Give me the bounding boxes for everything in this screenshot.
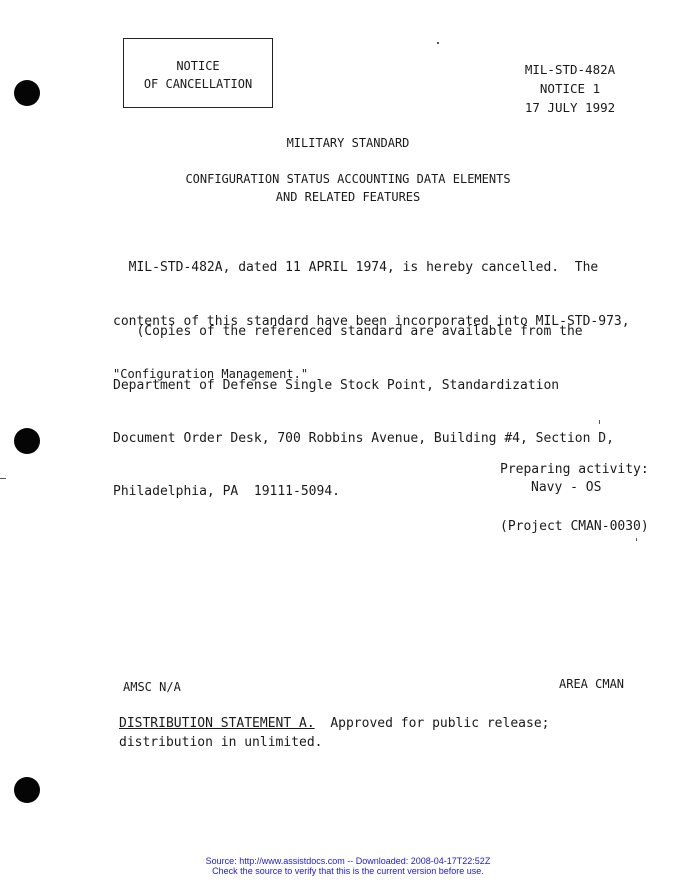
notice-box-line1: NOTICE <box>176 59 220 73</box>
distribution-line2: distribution in unlimited. <box>119 735 323 750</box>
footer-source-line: Source: http://www.assistdocs.com -- Downloaded: 2008-04-17T22:52Z <box>205 856 491 866</box>
amsc-code: AMSC N/A <box>123 680 181 694</box>
binder-hole-bottom <box>14 777 40 803</box>
notice-date: 17 JULY 1992 <box>524 100 616 115</box>
notice-box-line2: OF CANCELLATION <box>143 77 253 91</box>
binder-hole-middle <box>14 428 40 454</box>
title-line2: AND RELATED FEATURES <box>275 190 421 204</box>
paragraph-line: Document Order Desk, 700 Robbins Avenue, Building #4, Section D, <box>113 430 614 446</box>
source-footer <box>0 856 696 876</box>
paragraph-line: (Copies of the referenced standard are available from the <box>113 324 583 340</box>
preparing-activity-name: Navy - OS <box>531 480 602 495</box>
notice-number: NOTICE 1 <box>539 81 601 96</box>
preparing-activity-label: Preparing activity: <box>500 462 649 477</box>
paragraph-line: Philadelphia, PA 19111-5094. <box>113 483 340 499</box>
document-id: MIL-STD-482A <box>524 62 616 77</box>
document-header <box>495 60 645 117</box>
area-code: AREA CMAN <box>559 677 625 691</box>
paragraph-line: contents of this standard have been incorporated into MIL-STD-973, <box>113 313 630 329</box>
paragraph-line: Department of Defense Single Stock Point, Standardization <box>113 377 560 393</box>
distribution-statement <box>119 716 549 731</box>
scan-speck <box>437 42 439 44</box>
binder-hole-top <box>14 80 40 106</box>
project-number: (Project CMAN-0030) <box>500 519 649 534</box>
paragraph-line: "Configuration Management." <box>113 366 309 381</box>
footer-check-line: Check the source to verify that this is the current version before use. <box>212 866 484 876</box>
scan-speck <box>0 478 6 479</box>
distribution-text: Approved for public release; <box>314 716 550 731</box>
title-line1: CONFIGURATION STATUS ACCOUNTING DATA ELEMENTS <box>185 172 511 186</box>
standard-heading: MILITARY STANDARD <box>286 136 410 150</box>
paragraph-line: MIL-STD-482A, dated 11 APRIL 1974, is hereby cancelled. The <box>113 260 599 276</box>
scan-speck <box>636 538 637 541</box>
distribution-label: DISTRIBUTION STATEMENT A. <box>119 716 315 731</box>
notice-of-cancellation-box <box>123 38 273 108</box>
